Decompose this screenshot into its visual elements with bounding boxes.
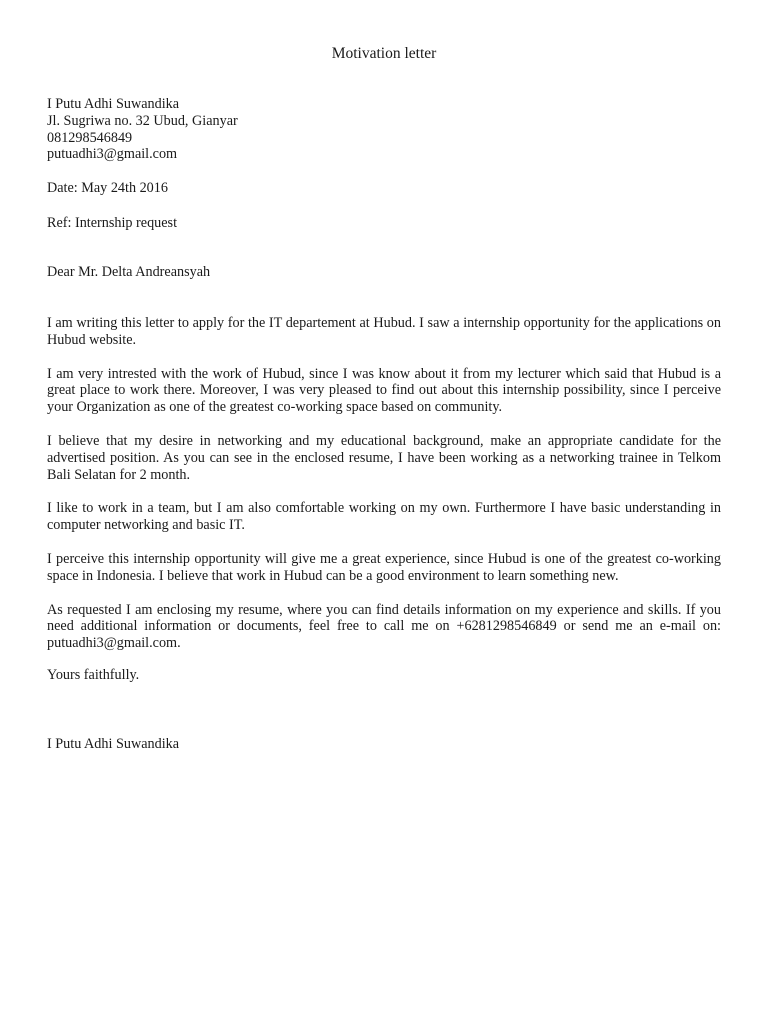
paragraph-interest: I am very intrested with the work of Hubud, since I was know about it from my lecturer which said that Hubud is a great place to work there. Moreover, I was very pleased to find out about this internship possibility, since I perceive your Organization as one of the greatest co-working space based on community. xyxy=(47,365,721,416)
paragraph-background: I believe that my desire in networking and my educational background, make an appropriate candidate for the advertised position. As you can see in the enclosed resume, I have been working as a networking trainee in Telkom Bali Selatan for 2 month. xyxy=(47,432,721,483)
salutation: Dear Mr. Delta Andreansyah xyxy=(47,264,211,280)
paragraph-experience: I perceive this internship opportunity will give me a great experience, since Hubud is one of the greatest co-working space in Indonesia. I believe that work in Hubud can be a good environment to learn something new. xyxy=(47,550,721,584)
paragraph-teamwork: I like to work in a team, but I am also comfortable working on my own. Furthermore I have basic understanding in computer networking and basic IT. xyxy=(47,500,721,534)
paragraph-intro: I am writing this letter to apply for the IT departement at Hubud. I saw a internship opportunity for the applications on Hubud website. xyxy=(47,315,721,348)
complimentary-close: Yours faithfully. xyxy=(47,667,140,683)
letter-body xyxy=(47,315,721,669)
paragraph-resume: As requested I am enclosing my resume, where you can find details information on my experience and skills. If you need additional information or documents, feel free to call me on +6281298546849 or send me an e-mail on: putuadhi3@gmail.com. xyxy=(47,601,721,652)
sender-address: Jl. Sugriwa no. 32 Ubud, Gianyar xyxy=(47,112,238,129)
sender-name: I Putu Adhi Suwandika xyxy=(47,96,180,112)
sender-email: putuadhi3@gmail.com xyxy=(47,146,178,163)
sender-block xyxy=(47,96,721,163)
signature-name: I Putu Adhi Suwandika xyxy=(47,736,180,752)
sender-phone: 081298546849 xyxy=(47,129,133,146)
letter-reference: Ref: Internship request xyxy=(47,215,178,231)
letter-title: Motivation letter xyxy=(331,45,437,62)
letter-date: Date: May 24th 2016 xyxy=(47,180,168,196)
